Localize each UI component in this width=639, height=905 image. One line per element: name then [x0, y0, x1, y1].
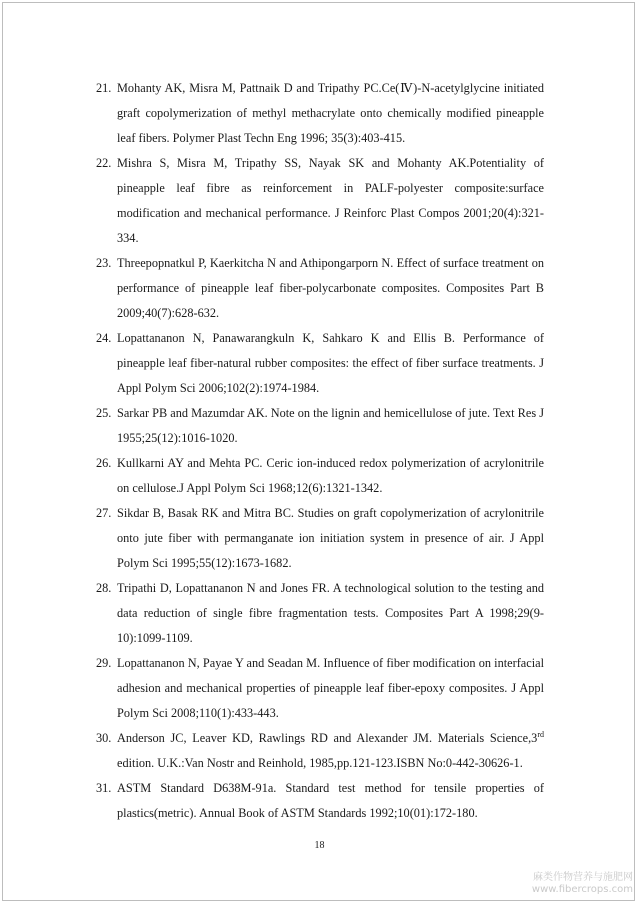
reference-item: [0, 326, 639, 401]
reference-text: Lopattananon N, Panawarangkuln K, Sahkaro K and Ellis B. Performance of pineapple leaf fiber-natural rubber composites: the effect of fiber surface treatments. J Appl Polym Sci 2006;102(2):1974-1984.: [117, 331, 544, 395]
reference-item: [0, 776, 639, 826]
reference-text: Tripathi D, Lopattananon N and Jones FR. A technological solution to the testing and data reduction of single fibre fragmentation tests. Composites Part A 1998;29(9-10):1099-1109.: [117, 581, 544, 645]
page-number: 18: [314, 840, 325, 851]
reference-number: 26.: [96, 456, 112, 470]
reference-number: 31.: [96, 781, 112, 795]
reference-number: 23.: [96, 256, 112, 270]
reference-text-before-sup: Anderson JC, Leaver KD, Rawlings RD and Alexander JM. Materials Science,3: [117, 731, 538, 745]
reference-text-after-sup: edition. U.K.:Van Nostr and Reinhold, 1985,pp.121-123.ISBN No:0-442-30626-1.: [117, 756, 523, 770]
reference-number: 29.: [96, 656, 112, 670]
reference-number: 24.: [96, 331, 112, 345]
reference-number: 30.: [96, 731, 112, 745]
reference-number: 25.: [96, 406, 112, 420]
reference-text: Sarkar PB and Mazumdar AK. Note on the lignin and hemicellulose of jute. Text Res J 1955;25(12):1016-1020.: [117, 406, 544, 445]
reference-text: Mohanty AK, Misra M, Pattnaik D and Tripathy PC.Ce(Ⅳ)-N-acetylglycine initiated graft copolymerization of methyl methacrylate onto chemically modified pineapple leaf fibers. Polymer Plast Techn Eng 1996; 35(3):403-415.: [117, 81, 544, 145]
reference-item: [0, 76, 639, 151]
reference-item: [0, 501, 639, 576]
ordinal-superscript: rd: [537, 730, 544, 739]
reference-number: 27.: [96, 506, 112, 520]
reference-text: Sikdar B, Basak RK and Mitra BC. Studies on graft copolymerization of acrylonitrile onto jute fiber with permanganate ion initiation system in presence of air. J Appl Polym Sci 1995;55(12):1673-1682.: [117, 506, 544, 570]
reference-text: Threepopnatkul P, Kaerkitcha N and Athipongarporn N. Effect of surface treatment on performance of pineapple leaf fiber-polycarbonate composites. Composites Part B 2009;40(7):628-632.: [117, 256, 544, 320]
watermark-line-chinese: 麻类作物营养与施肥网: [533, 872, 633, 883]
reference-number: 28.: [96, 581, 112, 595]
watermark-line-url: www.fibercrops.com: [531, 884, 633, 895]
reference-item: [0, 151, 639, 251]
reference-number: 22.: [96, 156, 112, 170]
reference-text: ASTM Standard D638M-91a. Standard test method for tensile properties of plastics(metric). Annual Book of ASTM Standards 1992;10(01):172-180.: [117, 781, 544, 820]
reference-text: [117, 731, 544, 770]
reference-text: Lopattananon N, Payae Y and Seadan M. Influence of fiber modification on interfacial adhesion and mechanical properties of pineapple leaf fiber-epoxy composites. J Appl Polym Sci 2008;110(1):433-443.: [117, 656, 544, 720]
reference-text: Mishra S, Misra M, Tripathy SS, Nayak SK and Mohanty AK.Potentiality of pineapple leaf fibre as reinforcement in PALF-polyester composite:surface modification and mechanical performance. J Reinforc Plast Compos 2001;20(4):321-334.: [117, 156, 544, 245]
reference-item: [0, 576, 639, 651]
reference-item: [0, 651, 639, 726]
reference-item: [0, 451, 639, 501]
reference-text: Kullkarni AY and Mehta PC. Ceric ion-induced redox polymerization of acrylonitrile on cellulose.J Appl Polym Sci 1968;12(6):1321-1342.: [117, 456, 544, 495]
reference-item: [0, 401, 639, 451]
reference-item: [0, 726, 639, 776]
reference-list: [0, 76, 639, 826]
reference-number: 21.: [96, 81, 112, 95]
watermark: [532, 872, 633, 896]
reference-item: [0, 251, 639, 326]
